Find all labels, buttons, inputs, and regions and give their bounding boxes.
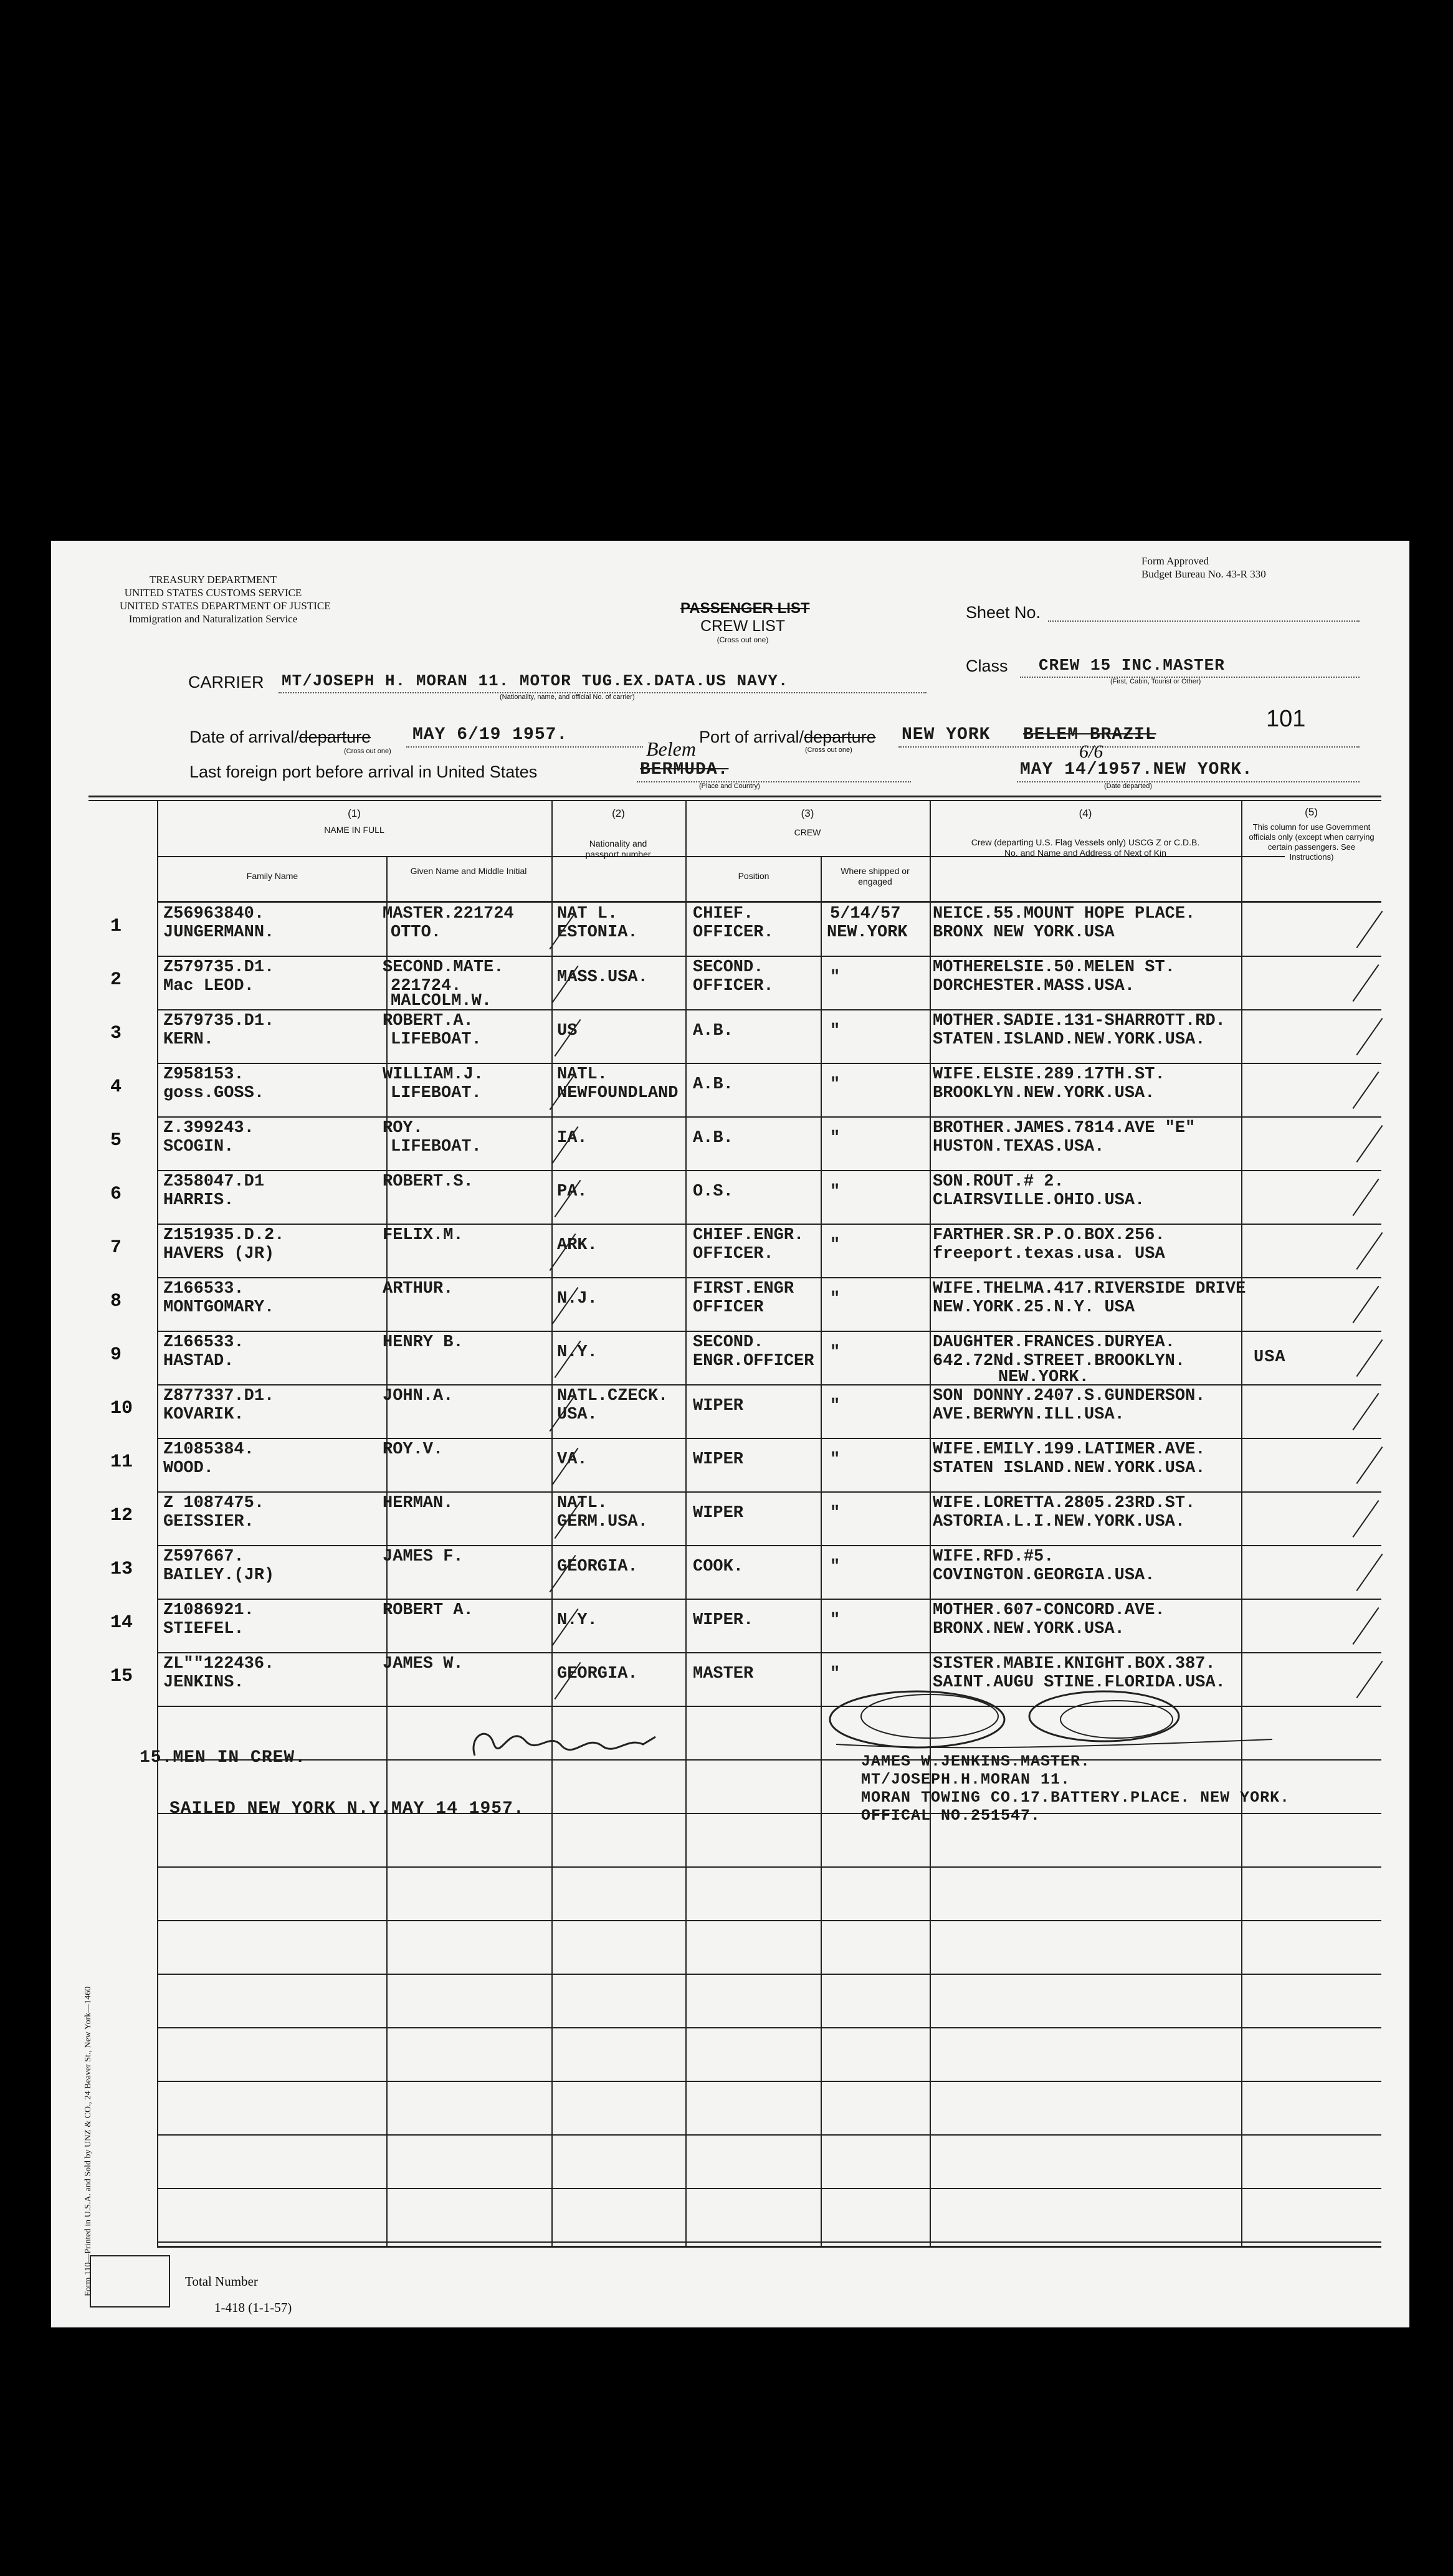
row-number: 5 <box>110 1130 122 1151</box>
nationality-line2: GERM.USA. <box>557 1513 648 1531</box>
given-name: FELIX.M. <box>383 1226 464 1245</box>
last-port-struck: BERMUDA. <box>640 760 729 779</box>
row-divider <box>157 1545 1381 1546</box>
given-name: ROY. <box>383 1119 423 1138</box>
position-line2: ENGR.OFFICER <box>693 1352 814 1371</box>
given-name: JAMES F. <box>383 1547 464 1566</box>
position: CHIEF. <box>693 905 754 923</box>
passport-number: Z1085384. <box>163 1440 254 1459</box>
next-of-kin: SON.ROUT.# 2. <box>933 1172 1064 1191</box>
position: WIPER <box>693 1397 744 1415</box>
given-name: WILLIAM.J. <box>383 1065 484 1084</box>
row-number: 14 <box>110 1612 133 1633</box>
table-top-rule <box>88 796 1381 797</box>
check-mark <box>1353 1393 1379 1430</box>
next-of-kin-line3: NEW.YORK. <box>998 1368 1089 1387</box>
given-name: SECOND.MATE. <box>383 958 504 977</box>
given-name: ROBERT A. <box>383 1601 474 1620</box>
row-divider <box>157 1384 1381 1385</box>
col1-title: NAME IN FULL <box>324 825 384 835</box>
total-number-box <box>90 2255 170 2307</box>
row-number: 3 <box>110 1023 122 1044</box>
family-name: BAILEY.(JR) <box>163 1566 275 1585</box>
next-of-kin-line2: STATEN.ISLAND.NEW.YORK.USA. <box>933 1030 1206 1049</box>
agency-line: TREASURY DEPARTMENT <box>149 574 277 586</box>
last-port-date: MAY 14/1957.NEW YORK. <box>1020 760 1253 779</box>
family-name: Mac LEOD. <box>163 977 254 996</box>
col1-number: (1) <box>348 807 361 819</box>
check-mark <box>1353 1072 1379 1109</box>
position-line2: OFFICER <box>693 1298 764 1317</box>
check-mark <box>1353 964 1379 1002</box>
passport-number: Z579735.D1. <box>163 958 275 977</box>
row-number: 4 <box>110 1077 122 1098</box>
next-of-kin-line2: STATEN ISLAND.NEW.YORK.USA. <box>933 1459 1206 1478</box>
row-number: 1 <box>110 916 122 937</box>
row-divider <box>157 1974 1381 1975</box>
sailed-note: SAILED NEW YORK N.Y.MAY 14 1957. <box>169 1799 525 1818</box>
position: WIPER. <box>693 1611 754 1630</box>
form-approved-text: Form Approved <box>1141 555 1209 567</box>
given-name-line2: 221724. <box>391 977 462 996</box>
col-line <box>551 801 553 2246</box>
given-name: JAMES W. <box>383 1655 464 1673</box>
position: FIRST.ENGR <box>693 1280 794 1298</box>
check-mark <box>1356 1554 1383 1591</box>
position: MASTER <box>693 1665 754 1683</box>
row-divider <box>157 1920 1381 1921</box>
next-of-kin-header: Crew (departing U.S. Flag Vessels only) USCG Z or C.D.B. No. and Name and Address of Next of Kin <box>971 837 1200 858</box>
col-line <box>930 801 931 2246</box>
where-shipped: " <box>830 1022 841 1040</box>
family-name: WOOD. <box>163 1459 214 1478</box>
family-name: KERN. <box>163 1030 214 1049</box>
check-mark <box>1356 1447 1383 1484</box>
header-bottom-rule <box>157 901 1381 903</box>
crew-header: CREW <box>794 827 821 837</box>
row-number: 10 <box>110 1398 133 1419</box>
nationality-line2: ESTONIA. <box>557 923 638 942</box>
check-mark <box>1353 1607 1379 1645</box>
position-line2: OFFICER. <box>693 1245 774 1263</box>
sig-line: MORAN TOWING CO.17.BATTERY.PLACE. NEW YORK. <box>861 1789 1290 1807</box>
where-shipped-header: Where shipped or engaged <box>841 866 910 886</box>
row-number: 7 <box>110 1237 122 1258</box>
next-of-kin: NEICE.55.MOUNT HOPE PLACE. <box>933 905 1196 923</box>
family-name: goss.GOSS. <box>163 1084 265 1103</box>
given-name-line3: MALCOLM.W. <box>391 992 492 1010</box>
family-name: HARRIS. <box>163 1191 234 1210</box>
date-value: MAY 6/19 1957. <box>412 725 568 744</box>
table-top-rule-2 <box>88 800 1381 801</box>
nationality-header: Nationality and passport number <box>585 839 651 859</box>
position: COOK. <box>693 1557 744 1576</box>
position: A.B. <box>693 1075 733 1094</box>
passport-number: ZL""122436. <box>163 1655 275 1673</box>
col-line <box>821 856 822 2246</box>
nationality: VA. <box>557 1450 588 1469</box>
date-label-text: Date of arrival/ <box>189 728 299 746</box>
nationality: GEORGIA. <box>557 1665 638 1683</box>
next-of-kin: FARTHER.SR.P.O.BOX.256. <box>933 1226 1165 1245</box>
agency-line: UNITED STATES CUSTOMS SERVICE <box>124 587 302 599</box>
position-line2: OFFICER. <box>693 923 774 942</box>
passport-number: Z597667. <box>163 1547 244 1566</box>
master-signature-block <box>861 1752 1290 1825</box>
port-cross: (Cross out one) <box>805 746 852 754</box>
where-shipped: 5/14/57 <box>830 905 901 923</box>
position: WIPER <box>693 1504 744 1523</box>
family-name: MONTGOMARY. <box>163 1298 275 1317</box>
next-of-kin: BROTHER.JAMES.7814.AVE "E" <box>933 1119 1196 1138</box>
family-name: HASTAD. <box>163 1352 234 1371</box>
family-name: HAVERS (JR) <box>163 1245 275 1263</box>
family-name: SCOGIN. <box>163 1138 234 1156</box>
date-label <box>189 728 371 747</box>
position: A.B. <box>693 1129 733 1148</box>
agency-header <box>120 573 331 625</box>
sheet-number: 101 <box>1266 706 1306 732</box>
given-name: ARTHUR. <box>383 1280 454 1298</box>
next-of-kin-line2: HUSTON.TEXAS.USA. <box>933 1138 1105 1156</box>
row-divider <box>157 956 1381 957</box>
form-number: 1-418 (1-1-57) <box>214 2300 292 2315</box>
nationality: NATL. <box>557 1065 608 1084</box>
row-number: 15 <box>110 1666 133 1687</box>
port-struck: departure <box>804 728 876 746</box>
handwritten-signature-official <box>450 1712 699 1768</box>
passport-number: Z.399243. <box>163 1119 254 1138</box>
next-of-kin: MOTHER.SADIE.131-SHARROTT.RD. <box>933 1012 1226 1030</box>
row-divider <box>157 1224 1381 1225</box>
position: WIPER <box>693 1450 744 1469</box>
family-name: STIEFEL. <box>163 1620 244 1638</box>
port-label <box>699 728 876 747</box>
row-divider <box>157 1866 1381 1868</box>
last-port-date-line <box>1017 781 1360 782</box>
form-approved <box>1141 554 1266 581</box>
col-line <box>157 801 158 2246</box>
col5-number: (5) <box>1305 806 1318 818</box>
last-port-note: (Place and Country) <box>699 782 760 790</box>
next-of-kin-line2: 642.72Nd.STREET.BROOKLYN. <box>933 1352 1186 1371</box>
sig-line: JAMES W.JENKINS.MASTER. <box>861 1752 1091 1770</box>
row-divider <box>157 1277 1381 1278</box>
family-name: JENKINS. <box>163 1673 244 1692</box>
check-mark <box>1356 1339 1383 1377</box>
col5-usa: USA <box>1254 1348 1286 1367</box>
sheet-label: Sheet No. <box>966 603 1041 622</box>
budget-bureau-text: Budget Bureau No. 43-R 330 <box>1141 568 1266 580</box>
nationality: MASS.USA. <box>557 968 648 987</box>
where-shipped-line2: NEW.YORK <box>827 923 908 942</box>
position: CHIEF.ENGR. <box>693 1226 804 1245</box>
nationality: NATL.CZECK. <box>557 1387 669 1405</box>
position-line2: OFFICER. <box>693 977 774 996</box>
position: SECOND. <box>693 1333 764 1352</box>
class-value: CREW 15 INC.MASTER <box>1039 656 1225 675</box>
nationality: ARK. <box>557 1236 598 1255</box>
next-of-kin: SISTER.MABIE.KNIGHT.BOX.387. <box>933 1655 1216 1673</box>
row-divider <box>157 1438 1381 1439</box>
given-name-line2: LIFEBOAT. <box>391 1084 482 1103</box>
next-of-kin-line2: BRONX.NEW.YORK.USA. <box>933 1620 1125 1638</box>
passenger-list-struck: PASSENGER LIST <box>680 600 810 617</box>
passport-number: Z56963840. <box>163 905 265 923</box>
carrier-label: CARRIER <box>188 673 264 692</box>
given-name: ROY.V. <box>383 1440 444 1459</box>
nationality: N.J. <box>557 1290 598 1308</box>
passport-number: Z958153. <box>163 1065 244 1084</box>
row-divider <box>157 2134 1381 2136</box>
sig-line: OFFICAL NO.251547. <box>861 1807 1041 1825</box>
position: O.S. <box>693 1182 733 1201</box>
date-cross: (Cross out one) <box>344 748 391 755</box>
government-use-header: This column for use Government officials only (except when carrying certain passengers. See Instructions) <box>1249 822 1374 862</box>
next-of-kin-line2: DORCHESTER.MASS.USA. <box>933 977 1135 996</box>
position: SECOND. <box>693 958 764 977</box>
last-port-label: Last foreign port before arrival in United States <box>189 763 538 781</box>
date-line <box>406 746 643 748</box>
nationality-line2: USA. <box>557 1405 598 1424</box>
date-struck: departure <box>298 728 371 746</box>
men-in-crew: 15.MEN IN CREW. <box>140 1748 307 1767</box>
passport-number: Z 1087475. <box>163 1494 265 1513</box>
port-struck-value: BELEM BRAZIL <box>1023 725 1156 744</box>
row-divider <box>157 2081 1381 2082</box>
given-name-line2: OTTO. <box>391 923 442 942</box>
carrier-value: MT/JOSEPH H. MORAN 11. MOTOR TUG.EX.DATA.US NAVY. <box>282 672 789 690</box>
row-number: 8 <box>110 1291 122 1312</box>
nationality: NATL. <box>557 1494 608 1513</box>
last-port-date-handwritten: 6/6 <box>1079 741 1103 762</box>
check-mark <box>1356 911 1383 948</box>
family-name: KOVARIK. <box>163 1405 244 1424</box>
row-divider <box>157 1063 1381 1064</box>
row-number: 2 <box>110 969 122 991</box>
nationality: US <box>557 1022 578 1040</box>
port-value: NEW YORK <box>902 725 991 744</box>
position-header: Position <box>738 871 769 881</box>
next-of-kin-line2: BRONX NEW YORK.USA <box>933 923 1115 942</box>
port-line <box>898 746 1360 748</box>
col3-number: (3) <box>801 807 814 819</box>
next-of-kin-line2: SAINT.AUGU STINE.FLORIDA.USA. <box>933 1673 1226 1692</box>
next-of-kin-line2: freeport.texas.usa. USA <box>933 1245 1165 1263</box>
position: A.B. <box>693 1022 733 1040</box>
row-divider <box>157 1331 1381 1332</box>
cross-out-note: (Cross out one) <box>717 635 769 644</box>
where-shipped: " <box>830 1504 841 1523</box>
next-of-kin-line2: AVE.BERWYN.ILL.USA. <box>933 1405 1125 1424</box>
check-mark <box>1356 1125 1383 1162</box>
col2-number: (2) <box>612 807 625 819</box>
passport-number: Z166533. <box>163 1333 244 1352</box>
where-shipped: " <box>830 1075 841 1094</box>
where-shipped: " <box>830 1557 841 1576</box>
row-number: 13 <box>110 1559 133 1580</box>
where-shipped: " <box>830 968 841 987</box>
check-mark <box>1353 1179 1379 1216</box>
row-number: 9 <box>110 1344 122 1366</box>
given-name: ROBERT.S. <box>383 1172 474 1191</box>
where-shipped: " <box>830 1665 841 1683</box>
row-number: 12 <box>110 1505 133 1526</box>
where-shipped: " <box>830 1182 841 1201</box>
passport-number: Z358047.D1 <box>163 1172 265 1191</box>
next-of-kin-line2: COVINGTON.GEORGIA.USA. <box>933 1566 1155 1585</box>
check-mark <box>1356 1232 1383 1270</box>
where-shipped: " <box>830 1397 841 1415</box>
nationality: NAT L. <box>557 905 618 923</box>
printer-imprint: Form 110—Printed in U.S.A. and Sold by UNZ & CO., 24 Beaver St., New York—1460 <box>83 1986 93 2296</box>
agency-line: Immigration and Naturalization Service <box>128 613 298 625</box>
class-note: (First, Cabin, Tourist or Other) <box>1110 678 1201 685</box>
where-shipped: " <box>830 1236 841 1255</box>
next-of-kin: WIFE.RFD.#5. <box>933 1547 1054 1566</box>
row-divider <box>157 1652 1381 1653</box>
table-bottom-rule <box>157 2246 1381 2248</box>
next-of-kin: MOTHERELSIE.50.MELEN ST. <box>933 958 1175 977</box>
given-name: ROBERT.A. <box>383 1012 474 1030</box>
agency-line: UNITED STATES DEPARTMENT OF JUSTICE <box>120 600 331 612</box>
crew-list-form <box>51 541 1409 2327</box>
passport-number: Z151935.D.2. <box>163 1226 285 1245</box>
nationality: GEORGIA. <box>557 1557 638 1576</box>
next-of-kin: SON DONNY.2407.S.GUNDERSON. <box>933 1387 1206 1405</box>
next-of-kin: MOTHER.607-CONCORD.AVE. <box>933 1601 1165 1620</box>
where-shipped: " <box>830 1129 841 1148</box>
check-mark <box>1356 1661 1383 1698</box>
class-label: Class <box>966 657 1008 675</box>
row-divider <box>157 2188 1381 2189</box>
given-name-header: Given Name and Middle Initial <box>410 866 527 876</box>
port-label-text: Port of arrival/ <box>699 728 804 746</box>
last-port-line <box>637 781 911 782</box>
next-of-kin: WIFE.LORETTA.2805.23RD.ST. <box>933 1494 1196 1513</box>
row-number: 11 <box>110 1452 133 1473</box>
nationality: N.Y. <box>557 1611 598 1630</box>
list-title-block <box>680 600 810 644</box>
handwritten-signature-master <box>824 1682 1285 1757</box>
next-of-kin: WIFE.EMILY.199.LATIMER.AVE. <box>933 1440 1206 1459</box>
row-divider <box>157 1491 1381 1493</box>
row-divider <box>157 1116 1381 1118</box>
row-divider <box>157 1599 1381 1600</box>
row-number: 6 <box>110 1184 122 1205</box>
row-divider <box>157 1009 1381 1010</box>
next-of-kin-line2: CLAIRSVILLE.OHIO.USA. <box>933 1191 1145 1210</box>
col-line <box>685 801 687 2246</box>
next-of-kin-line2: NEW.YORK.25.N.Y. USA <box>933 1298 1135 1317</box>
next-of-kin: WIFE.ELSIE.289.17TH.ST. <box>933 1065 1165 1084</box>
next-of-kin-line2: ASTORIA.L.I.NEW.YORK.USA. <box>933 1513 1186 1531</box>
check-mark <box>1356 1018 1383 1055</box>
where-shipped: " <box>830 1450 841 1469</box>
col4-number: (4) <box>1079 807 1092 819</box>
next-of-kin-line2: BROOKLYN.NEW.YORK.USA. <box>933 1084 1155 1103</box>
row-divider <box>157 2241 1381 2243</box>
passport-number: Z877337.D1. <box>163 1387 275 1405</box>
row-divider <box>157 1170 1381 1171</box>
nationality: N.Y. <box>557 1343 598 1362</box>
nationality: PA. <box>557 1182 588 1201</box>
where-shipped: " <box>830 1290 841 1308</box>
crew-list-title: CREW LIST <box>700 617 786 635</box>
last-port-handwritten: Belem <box>646 738 696 760</box>
carrier-note: (Nationality, name, and official No. of carrier) <box>500 693 635 701</box>
family-name-header: Family Name <box>246 871 298 881</box>
nationality-line2: NEWFOUNDLAND <box>557 1084 679 1103</box>
given-name-line2: LIFEBOAT. <box>391 1138 482 1156</box>
total-number-label: Total Number <box>185 2274 258 2289</box>
where-shipped: " <box>830 1343 841 1362</box>
sig-line: MT/JOSEPH.H.MORAN 11. <box>861 1770 1071 1789</box>
row-divider <box>157 2027 1381 2028</box>
last-port-date-note: (Date departed) <box>1104 782 1153 790</box>
family-name: GEISSIER. <box>163 1513 254 1531</box>
passport-number: Z579735.D1. <box>163 1012 275 1030</box>
check-mark <box>1353 1500 1379 1538</box>
next-of-kin: DAUGHTER.FRANCES.DURYEA. <box>933 1333 1175 1352</box>
where-shipped: " <box>830 1611 841 1630</box>
next-of-kin: WIFE.THELMA.417.RIVERSIDE DRIVE <box>933 1280 1246 1298</box>
passport-number: Z166533. <box>163 1280 244 1298</box>
given-name: HERMAN. <box>383 1494 454 1513</box>
check-mark <box>1353 1286 1379 1323</box>
given-name: MASTER.221724 <box>383 905 514 923</box>
given-name: HENRY B. <box>383 1333 464 1352</box>
family-name: JUNGERMANN. <box>163 923 275 942</box>
given-name-line2: LIFEBOAT. <box>391 1030 482 1049</box>
sheet-line <box>1048 620 1360 622</box>
nationality: IA. <box>557 1129 588 1148</box>
passport-number: Z1086921. <box>163 1601 254 1620</box>
given-name: JOHN.A. <box>383 1387 454 1405</box>
col-line <box>1241 801 1242 2246</box>
